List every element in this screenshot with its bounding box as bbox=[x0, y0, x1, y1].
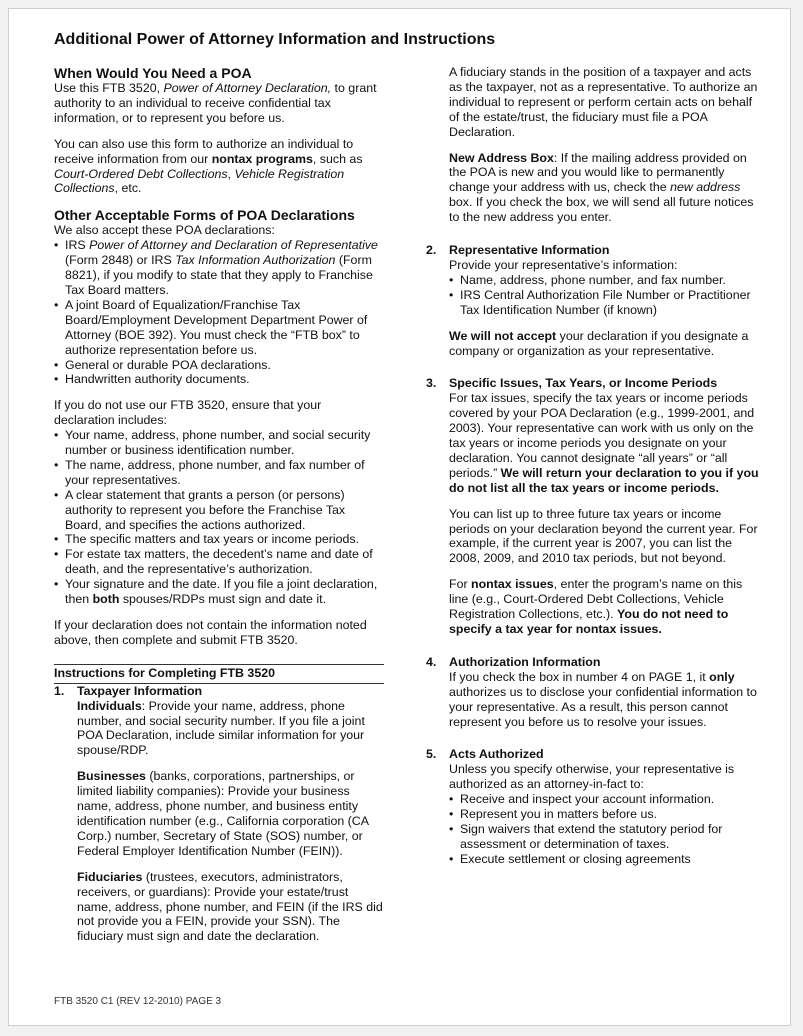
list-item: • The name, address, phone number, and fax number of your representatives. bbox=[54, 458, 384, 488]
list-item: • General or durable POA declarations. bbox=[54, 358, 384, 373]
instructions-heading: Instructions for Completing FTB 3520 bbox=[54, 664, 384, 684]
list-item: • Your signature and the date. If you file a joint declaration, then both spouses/RDPs must sign and date it. bbox=[54, 577, 384, 607]
representative-list bbox=[449, 273, 763, 318]
list-item: • Handwritten authority documents. bbox=[54, 372, 384, 387]
list-item: • Receive and inspect your account information. bbox=[449, 792, 763, 807]
future-years-paragraph: You can list up to three future tax years or income periods on your declaration beyond the current year. For example, if the current year is 2007, you can list the 2008, 2009, and 2010 tax periods, but not beyond. bbox=[449, 506, 758, 566]
fiduciaries-paragraph: Fiduciaries (trustees, executors, administrators, receivers, or guardians): Provide your estate/trust name, address, phone number, and FEIN (if the IRS did not provide you a FEIN, provide your SSN). The fiduciary must sign and date the declaration. bbox=[77, 869, 383, 944]
other-forms-heading: Other Acceptable Forms of POA Declarations bbox=[54, 207, 355, 224]
representative-note: We will not accept your declaration if you designate a company or organization as your representative. bbox=[449, 328, 749, 358]
other-forms-list bbox=[54, 238, 384, 387]
individuals-paragraph: Individuals: Provide your name, address, phone number, and social security number. If you file a joint POA Declaration, include similar information for your spouse/RDP. bbox=[77, 698, 365, 758]
list-item: • Execute settlement or closing agreements bbox=[449, 852, 763, 867]
businesses-paragraph: Businesses (banks, corporations, partnerships, or limited liability companies): Provide your business name, address, phone number, and business entity identification number (e.g., California corporation (CA Corp.) number, Secretary of State (SOS) number, or Federal Employer Identification Number (FEIN)). bbox=[77, 769, 369, 858]
section-2-heading: 2. Representative Information bbox=[426, 243, 610, 258]
list-item: • For estate tax matters, the decedent’s name and date of death, and the representative’s authorization. bbox=[54, 547, 384, 577]
when-paragraph-1: Use this FTB 3520, Power of Attorney Declaration, to grant authority to an individual to receive confidential tax information, or to represent you before us. bbox=[54, 81, 377, 125]
fiduciary-paragraph: A fiduciary stands in the position of a taxpayer and acts as the taxpayer, not as a representative. To authorize an individual to represent or perform certain acts on behalf of the estate/trust, the fiduciary must file a POA Declaration. bbox=[449, 65, 758, 139]
list-item: • The specific matters and tax years or income periods. bbox=[54, 532, 384, 547]
acts-intro: Unless you specify otherwise, your representative is authorized as an attorney-in-fact to: bbox=[449, 762, 735, 792]
page-footer: FTB 3520 C1 (REV 12-2010) PAGE 3 bbox=[54, 996, 222, 1007]
section-5-heading: 5. Acts Authorized bbox=[426, 747, 544, 762]
section-3-heading: 3. Specific Issues, Tax Years, or Income Periods bbox=[426, 376, 718, 391]
list-item: • IRS Central Authorization File Number or Practitioner Tax Identification Number (if known) bbox=[449, 288, 763, 318]
acts-list bbox=[449, 792, 763, 867]
page-title: Additional Power of Attorney Information and Instructions bbox=[54, 31, 496, 48]
tax-issues-paragraph: For tax issues, specify the tax years or income periods covered by your POA Declaration (e.g., 1999-2001, and 2003). Your representative can work with us only on the tax years or income periods you designate on your declaration. You cannot designate “all years” or “all periods.” We will return your declaration to you if you do not list all the tax years or income periods. bbox=[449, 391, 759, 495]
authorization-paragraph: If you check the box in number 4 on PAGE 1, it only authorizes us to disclose your confidential information to your representative. As a result, this person cannot represent you before us to resolve your issues. bbox=[449, 669, 757, 729]
left-column bbox=[54, 65, 384, 944]
declaration-includes-intro: If you do not use our FTB 3520, ensure that your declaration includes: bbox=[54, 398, 322, 428]
list-item: • A clear statement that grants a person (or persons) authority to represent you before the Franchise Tax Board, and specifies the actions authorized. bbox=[54, 488, 384, 533]
section-4-heading: 4. Authorization Information bbox=[426, 654, 601, 669]
when-heading: When Would You Need a POA bbox=[54, 65, 252, 81]
declaration-includes-list bbox=[54, 428, 384, 607]
representative-intro: Provide your representative’s information: bbox=[449, 257, 678, 272]
right-column bbox=[426, 65, 763, 867]
nontax-issues-paragraph: For nontax issues, enter the program’s name on this line (e.g., Court-Ordered Debt Collections, Vehicle Registration Collections, etc.). You do not need to specify a tax year for nontax issues. bbox=[449, 577, 743, 636]
list-item: • Sign waivers that extend the statutory period for assessment or determination of taxes. bbox=[449, 822, 763, 852]
list-item: • IRS Power of Attorney and Declaration of Representative (Form 2848) or IRS Tax Information Authorization (Form 8821), if you modify to state that they apply to Franchise Tax Board matters. bbox=[54, 238, 384, 298]
list-item: • A joint Board of Equalization/Franchise Tax Board/Employment Development Department Power of Attorney (BOE 392). You must check the “FTB box” to authorize representation before us. bbox=[54, 298, 384, 358]
list-item: • Your name, address, phone number, and social security number or business identification number. bbox=[54, 428, 384, 458]
section-1-heading: 1. Taxpayer Information bbox=[54, 683, 203, 698]
new-address-paragraph: New Address Box: If the mailing address provided on the POA is new and you would like to permanently change your address with us, check the new address box. If you check the box, we will send all future notices to the new address you enter. bbox=[449, 150, 754, 225]
list-item: • Represent you in matters before us. bbox=[449, 807, 763, 822]
document-page bbox=[8, 8, 791, 1026]
list-item: • Name, address, phone number, and fax number. bbox=[449, 273, 763, 288]
when-paragraph-2: You can also use this form to authorize an individual to receive information from our nontax programs, such as Court-Ordered Debt Collections, Vehicle Registration Collections, etc. bbox=[54, 136, 363, 196]
other-forms-intro: We also accept these POA declarations: bbox=[54, 223, 275, 238]
declaration-closing: If your declaration does not contain the information noted above, then complete and submit FTB 3520. bbox=[54, 618, 367, 647]
